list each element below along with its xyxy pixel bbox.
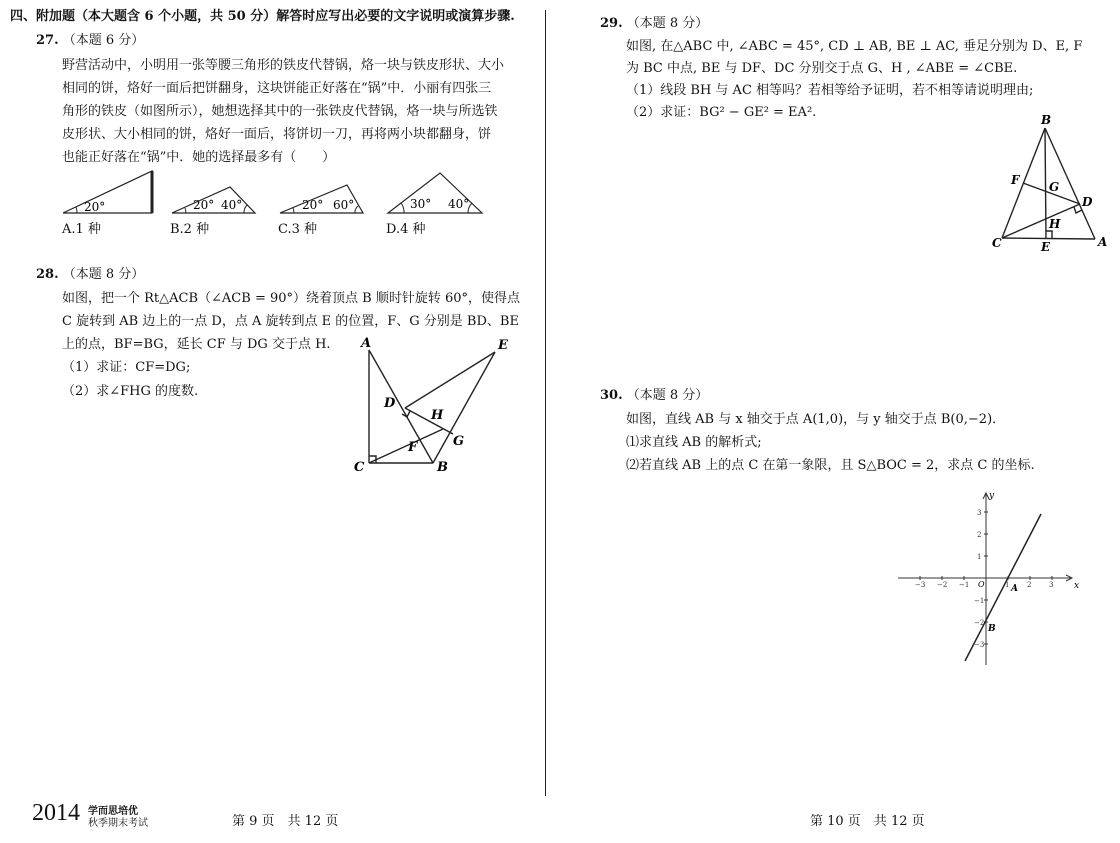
q29-label-g: G bbox=[1049, 180, 1060, 194]
q27-c-angle-1: 20° bbox=[302, 198, 324, 212]
q28-line-2: C 旋转到 AB 边上的一点 D，点 A 旋转到点 E 的位置，F、G 分别是 BD、BE bbox=[62, 314, 519, 329]
q28-label-b: B bbox=[437, 460, 448, 475]
footer-page-right: 第 10 页 共 12 页 bbox=[810, 814, 925, 829]
x-tick-neg1: −1 bbox=[959, 581, 970, 589]
point-a-label: A bbox=[1011, 584, 1018, 594]
q27-option-d: D.4 种 bbox=[386, 222, 426, 237]
q29-label-a: A bbox=[1098, 235, 1108, 249]
x-tick-neg2: −2 bbox=[937, 581, 948, 589]
q29-label-h: H bbox=[1049, 217, 1061, 231]
y-tick-1: 1 bbox=[977, 553, 982, 561]
x-tick-3: 3 bbox=[1049, 581, 1054, 589]
y-tick-3: 3 bbox=[977, 509, 982, 517]
q29-line-2: 为 BC 中点, BE 与 DF、DC 分别交于点 G、H , ∠ABE = ∠CBE. bbox=[626, 61, 1018, 76]
q27-line-3: 角形的铁皮（如图所示），她想选择其中的一张铁皮代替锅，烙一块与所选铁 bbox=[62, 104, 498, 119]
q27-option-c: C.3 种 bbox=[278, 222, 318, 237]
q28-sub-1: （1）求证：CF=DG; bbox=[62, 360, 191, 375]
point-b-label: B bbox=[988, 624, 996, 634]
q30-line-3: ⑵若直线 AB 上的点 C 在第一象限，且 S△BOC = 2，求点 C 的坐标. bbox=[626, 458, 1035, 473]
q27-option-b: B.2 种 bbox=[170, 222, 210, 237]
q29-line-1: 如图, 在△ABC 中, ∠ABC = 45°, CD ⊥ AB, BE ⊥ AC, 垂足分别为 D、E, F bbox=[626, 39, 1083, 54]
q28-line-1: 如图，把一个 Rt△ACB（∠ACB = 90°）绕着顶点 B 顺时针旋转 60°，使得点 bbox=[62, 291, 521, 306]
right-page bbox=[548, 0, 1120, 843]
footer-year: 2014 bbox=[32, 800, 80, 826]
footer-brand-2: 秋季期末考试 bbox=[88, 818, 148, 829]
q29-line-3: （1）线段 BH 与 AC 相等吗？若相等给予证明，若不相等请说明理由; bbox=[626, 83, 1034, 98]
q29-heading bbox=[600, 15, 708, 33]
q27-option-a: A.1 种 bbox=[62, 222, 101, 237]
q27-line-1: 野营活动中，小明用一张等腰三角形的铁皮代替锅，烙一块与铁皮形状、大小 bbox=[62, 58, 505, 73]
y-axis-label: y bbox=[989, 491, 995, 501]
q27-number: 27. bbox=[36, 33, 59, 48]
q29-number: 29. bbox=[600, 16, 623, 31]
q28-label-f: F bbox=[408, 440, 418, 455]
q29-label-b: B bbox=[1041, 113, 1052, 127]
q30-number: 30. bbox=[600, 388, 623, 403]
origin-label: O bbox=[978, 580, 985, 589]
y-tick-2: 2 bbox=[977, 531, 982, 539]
q28-label-e: E bbox=[498, 338, 508, 353]
q27-b-angle-1: 20° bbox=[193, 198, 215, 212]
y-tick-neg2: −2 bbox=[974, 619, 985, 627]
x-tick-1: 1 bbox=[1005, 581, 1010, 589]
q28-label-c: C bbox=[354, 460, 365, 475]
q27-b-angle-2: 40° bbox=[221, 198, 243, 212]
q28-number: 28. bbox=[36, 267, 59, 282]
page-divider bbox=[545, 10, 546, 796]
q29-points: （本题 8 分） bbox=[626, 16, 709, 31]
q29-label-e: E bbox=[1041, 240, 1051, 254]
q29-figure bbox=[990, 110, 1115, 255]
q27-points: （本题 6 分） bbox=[62, 33, 145, 48]
footer-brand-1: 学而思培优 bbox=[88, 806, 138, 817]
q30-line-1: 如图，直线 AB 与 x 轴交于点 A(1,0)，与 y 轴交于点 B(0,−2)． bbox=[626, 412, 1006, 427]
q27-line-5: 也能正好落在“锅”中．她的选择最多有（ ） bbox=[62, 150, 336, 165]
q28-heading bbox=[36, 266, 144, 284]
q28-line-3: 上的点，BF=BG，延长 CF 与 DG 交于点 H. bbox=[62, 337, 331, 352]
q30-coordinate-graph bbox=[896, 485, 1096, 670]
q29-label-c: C bbox=[992, 236, 1002, 250]
q29-line-4: （2）求证：BG² − GE² = EA². bbox=[626, 105, 817, 120]
q27-a-angle-1: 20° bbox=[84, 200, 106, 214]
x-tick-neg3: −3 bbox=[915, 581, 926, 589]
q28-label-d: D bbox=[384, 396, 396, 411]
q28-figure bbox=[345, 330, 525, 480]
x-tick-2: 2 bbox=[1027, 581, 1032, 589]
q30-line-2: ⑴求直线 AB 的解析式; bbox=[626, 435, 762, 450]
q27-triangle-a bbox=[63, 171, 152, 214]
q27-triangle-d bbox=[388, 173, 482, 213]
q27-line-4: 皮形状、大小相同的饼，烙好一面后，将饼切一刀，再将两小块都翻身，饼 bbox=[62, 127, 492, 142]
y-tick-neg3: −3 bbox=[974, 641, 985, 649]
q27-figures bbox=[0, 165, 545, 220]
q27-d-angle-2: 40° bbox=[448, 197, 470, 211]
q28-label-a: A bbox=[361, 336, 372, 351]
q28-label-h: H bbox=[431, 408, 444, 423]
q27-triangle-b bbox=[172, 187, 255, 213]
q27-line-2: 相同的饼，烙好一面后把饼翻身，这块饼能正好落在“锅”中．小丽有四张三 bbox=[62, 81, 492, 96]
footer-page-left: 第 9 页 共 12 页 bbox=[232, 814, 339, 829]
q29-label-d: D bbox=[1082, 195, 1093, 209]
q27-triangle-c bbox=[280, 185, 363, 213]
q27-d-angle-1: 30° bbox=[410, 197, 432, 211]
q27-c-angle-2: 60° bbox=[333, 198, 355, 212]
q30-heading bbox=[600, 387, 708, 405]
q30-points: （本题 8 分） bbox=[626, 388, 709, 403]
q27-heading bbox=[36, 32, 144, 50]
section-header: 四、附加题（本大题含 6 个小题，共 50 分）解答时应写出必要的文字说明或演算步骤. bbox=[10, 9, 515, 24]
q28-points: （本题 8 分） bbox=[62, 267, 145, 282]
y-tick-neg1: −1 bbox=[974, 597, 985, 605]
q28-sub-2: （2）求∠FHG 的度数. bbox=[62, 384, 199, 399]
q28-label-g: G bbox=[453, 434, 465, 449]
x-axis-label: x bbox=[1074, 581, 1080, 591]
left-page bbox=[0, 0, 545, 843]
q29-label-f: F bbox=[1011, 173, 1020, 187]
